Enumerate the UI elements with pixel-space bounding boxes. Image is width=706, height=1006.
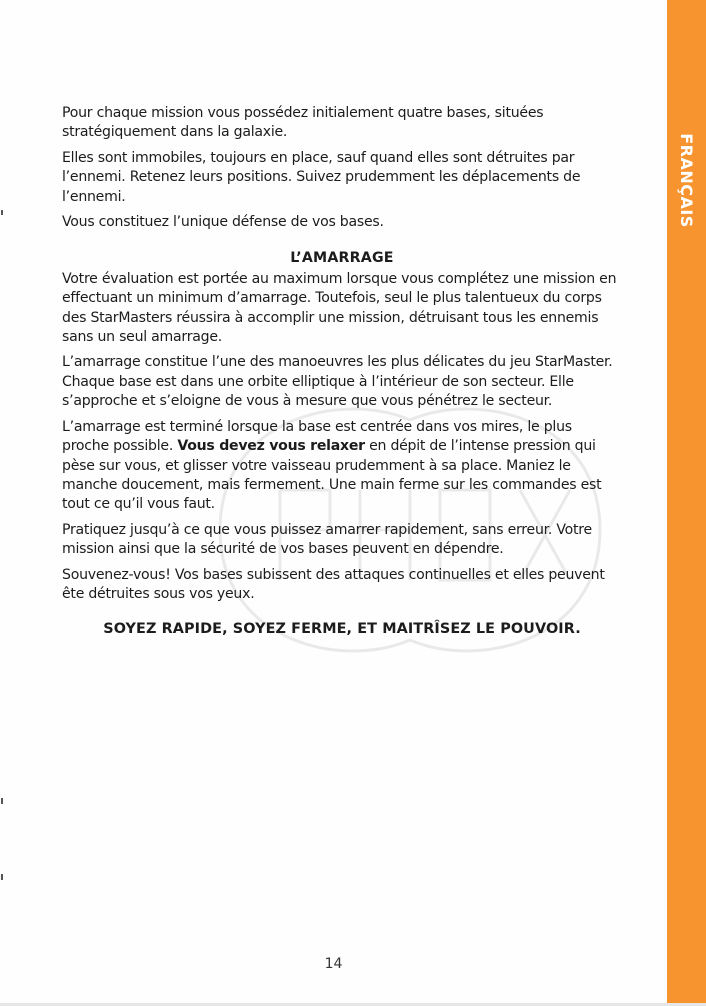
motto: SOYEZ RAPIDE, SOYEZ FERME, ET MAITRÎSEZ LE POUVOIR. (103, 621, 581, 638)
body-text (62, 104, 622, 640)
page-number: 14 (324, 956, 343, 972)
section-paragraph: Votre évaluation est portée au maximum lorsque vous complétez une mission en effectuant un minimum d’amarrage. Toutefois, seul le plus talentueux du corps des StarMasters réussira à accomplir une mission, détruisant tous les ennemis sans un seul amarrage. (62, 270, 617, 346)
intro-paragraph: Vous constituez l’unique défense de vos bases. (62, 214, 384, 231)
docking-text-after: en dépit de l’intense pression qui pèse sur vous, et glisser votre vaisseau prudemment à sa place. Maniez le manche doucement, mais fermement. Une main ferme sur les commandes est tout ce qu’il vous faut. (62, 438, 602, 513)
scan-artifact (1, 210, 3, 215)
scan-artifact (1, 798, 3, 804)
section-paragraph: Souvenez-vous! Vos bases subissent des attaques continuelles et elles peuvent ête détruites sous vos yeux. (62, 566, 605, 602)
section-paragraph: Pratiquez jusqu’à ce que vous puissez amarrer rapidement, sans erreur. Votre mission ainsi que la sécurité de vos bases peuvent en dépendre. (62, 521, 592, 558)
scan-artifact (1, 874, 3, 880)
docking-emphasis: Vous devez vous relaxer (177, 438, 365, 455)
intro-paragraph: Pour chaque mission vous possédez initialement quatre bases, situées stratégiquement dans la galaxie. (62, 105, 544, 141)
language-tab (667, 100, 706, 260)
language-label: FRANÇAIS (677, 132, 696, 228)
docking-text-before: L’amarrage est terminé lorsque la base est centrée dans vos mires, le plus proche possible. (62, 418, 572, 455)
section-paragraph: L’amarrage constitue l’une des manoeuvres les plus délicates du jeu StarMaster. Chaque base est dans une orbite elliptique à l’intérieur de son secteur. Elle s’approche et s’eloigne de vous à mesure que vous pénétrez le secteur. (62, 354, 613, 410)
section-heading: L’AMARRAGE (290, 250, 394, 267)
docking-paragraph (62, 418, 622, 515)
intro-paragraph: Elles sont immobiles, toujours en place, sauf quand elles sont détruites par l’ennemi. Retenez leurs positions. Suivez prudemment les déplacements de l’ennemi. (62, 149, 581, 205)
